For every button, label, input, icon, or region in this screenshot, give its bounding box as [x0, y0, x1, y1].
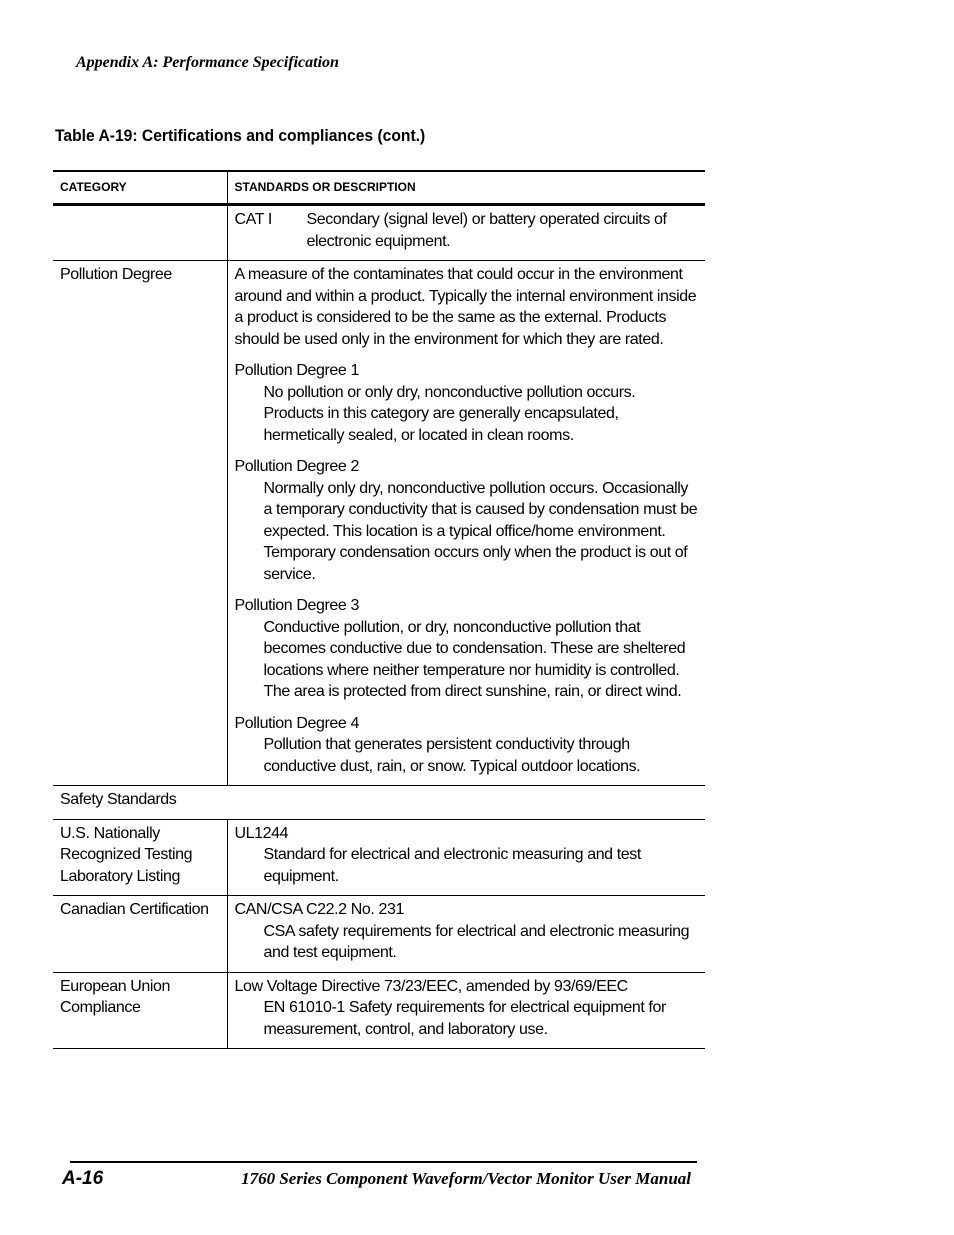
footer-rule — [70, 1161, 697, 1163]
category-cell: U.S. Nationally Recognized Testing Laboratory Listing — [53, 819, 227, 896]
pollution-degree-text: Conductive pollution, or dry, nonconductive pollution that becomes conductive due to condensation. These are sheltered locations where neither temperature nor humidity is controlled. The area is protected from direct sunshine, rain, or direct wind. — [263, 618, 686, 700]
standard-description: EN 61010-1 Safety requirements for electrical equipment for measurement, control, and laboratory use. — [263, 999, 666, 1038]
standard-name: UL1244 — [234, 824, 289, 842]
table-row — [53, 261, 705, 786]
description-cell — [227, 972, 705, 1049]
table-row — [53, 972, 705, 1049]
cat-i-entry — [235, 209, 700, 252]
running-head: Appendix A: Performance Specification — [76, 54, 339, 71]
standard-name: CAN/CSA C22.2 No. 231 — [234, 901, 404, 918]
category-cell: Pollution Degree — [53, 261, 227, 786]
category-cell: European Union Compliance — [53, 972, 227, 1049]
pollution-degree-title: Pollution Degree 1 — [234, 362, 359, 379]
section-heading-cell: Safety Standards — [53, 786, 705, 820]
pollution-degree-title: Pollution Degree 2 — [234, 458, 359, 475]
table-row — [53, 205, 705, 261]
cat-description: Secondary (signal level) or battery operated circuits of electronic equipment. — [306, 211, 667, 250]
description-cell — [227, 896, 705, 973]
description-cell — [227, 819, 705, 896]
table-title: Table A-19: Certifications and compliances (cont.) — [55, 126, 426, 145]
table-row — [53, 786, 705, 820]
manual-title: 1760 Series Component Waveform/Vector Monitor User Manual — [241, 1169, 691, 1188]
description-cell — [227, 261, 705, 786]
certifications-table — [53, 170, 705, 1049]
pollution-degree-entry — [235, 595, 700, 703]
standard-description: CSA safety requirements for electrical and electronic measuring and test equipment. — [263, 922, 690, 961]
description-cell — [227, 205, 705, 261]
table-row — [53, 819, 705, 896]
cat-code: CAT I — [234, 211, 272, 228]
pollution-degree-title: Pollution Degree 4 — [234, 714, 359, 732]
pollution-degree-text: Pollution that generates persistent conductivity through conductive dust, rain, or snow. Typical outdoor locations. — [263, 736, 641, 775]
pollution-degree-text: No pollution or only dry, nonconductive pollution occurs. Products in this category are generally encapsulated, hermetically sealed, or located in clean rooms. — [263, 383, 636, 444]
pollution-intro: A measure of the contaminates that could occur in the environment around and within a product. Typically the internal environment inside a product is considered to be the same as the external. Products should be used only in the environment for which they are rated. — [234, 266, 697, 348]
table-header-row — [53, 171, 705, 205]
pollution-degree-entry — [235, 713, 700, 778]
table-row — [53, 896, 705, 973]
category-cell: Canadian Certification — [53, 896, 227, 973]
category-cell-empty — [53, 205, 227, 261]
pollution-degree-text: Normally only dry, nonconductive pollution occurs. Occasionally a temporary conductivity that is caused by condensation must be expected. This location is a typical office/home environment. Temporary condensation occurs only when the product is out of service. — [263, 479, 698, 583]
standard-name: Low Voltage Directive 73/23/EEC, amended by 93/69/EEC — [234, 977, 628, 995]
pollution-degree-entry — [235, 360, 700, 446]
pollution-degree-title: Pollution Degree 3 — [234, 597, 359, 614]
page-number: A-16 — [62, 1168, 104, 1189]
column-header-description: STANDARDS OR DESCRIPTION — [227, 171, 705, 205]
column-header-category: CATEGORY — [53, 171, 227, 205]
standard-description: Standard for electrical and electronic measuring and test equipment. — [263, 846, 641, 885]
pollution-degree-entry — [235, 456, 700, 585]
